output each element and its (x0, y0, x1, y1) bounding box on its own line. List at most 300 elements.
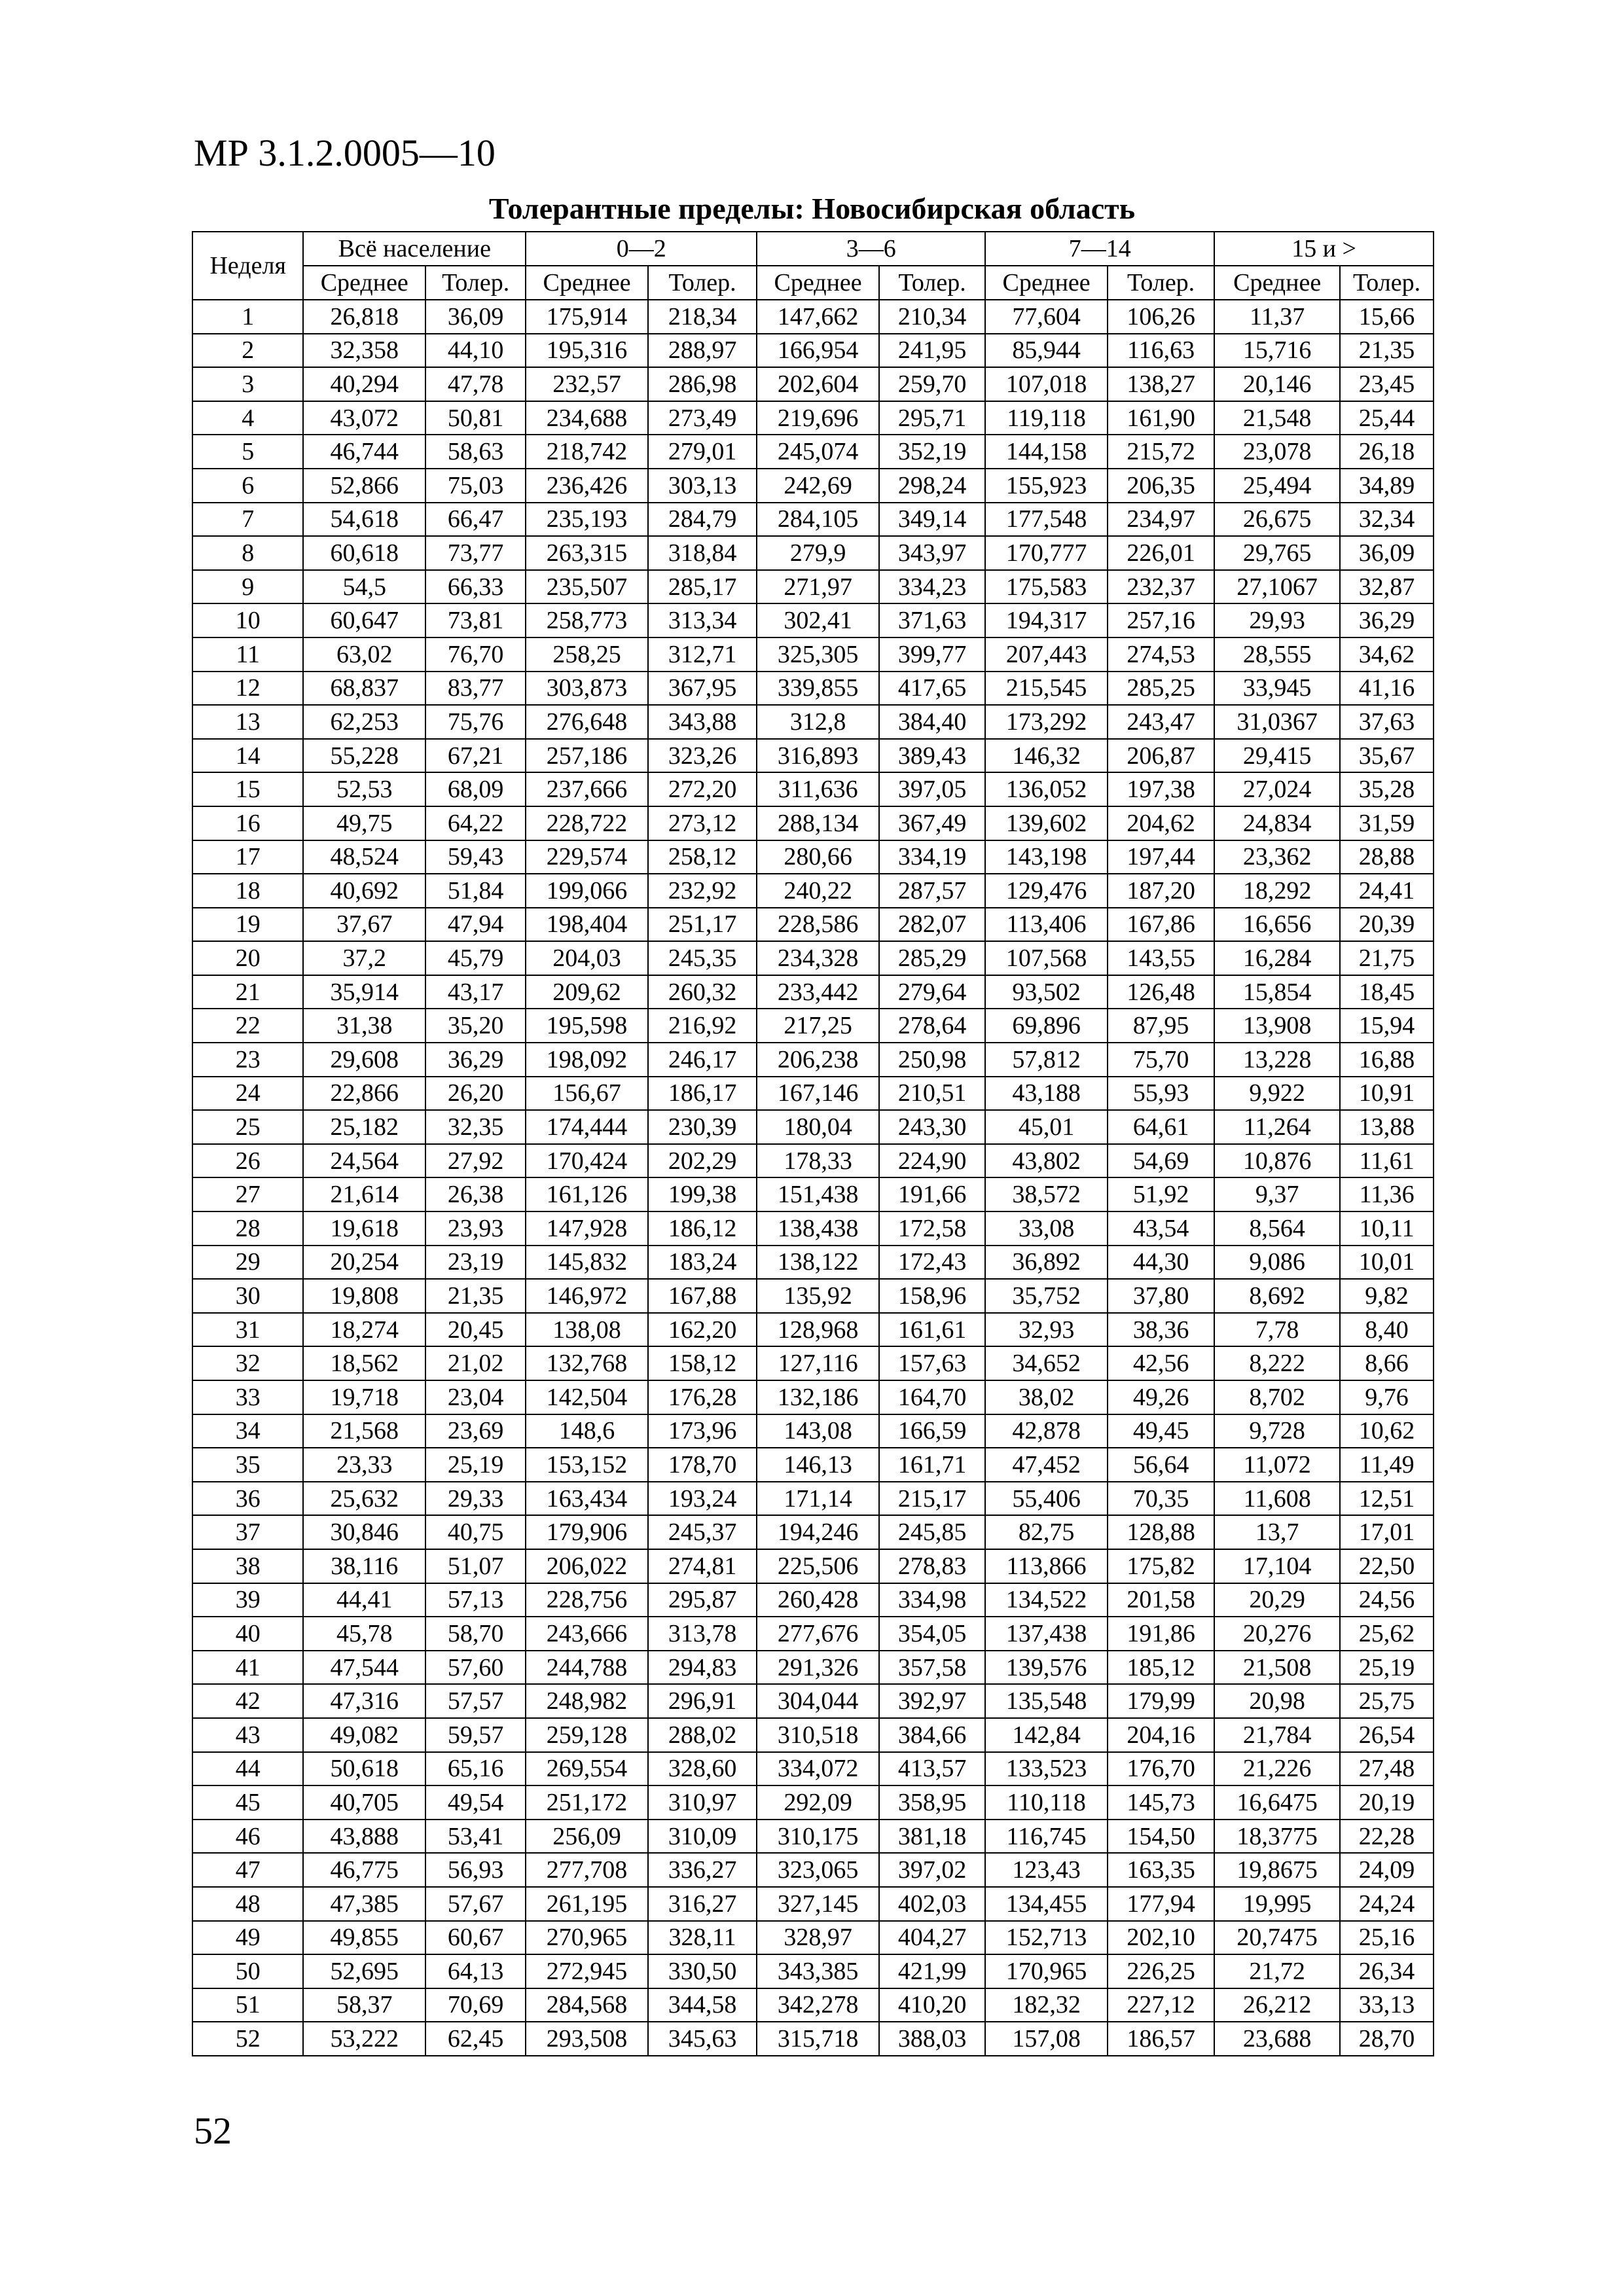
value-cell: 82,75 (985, 1515, 1108, 1549)
value-cell: 302,41 (757, 603, 879, 637)
value-cell: 63,02 (303, 637, 425, 672)
value-cell: 47,385 (303, 1887, 425, 1921)
value-cell: 204,62 (1108, 806, 1214, 840)
value-cell: 52,695 (303, 1954, 425, 1988)
value-cell: 87,95 (1108, 1009, 1214, 1043)
value-cell: 136,052 (985, 772, 1108, 806)
value-cell: 18,562 (303, 1346, 425, 1380)
value-cell: 219,696 (757, 401, 879, 435)
value-cell: 343,97 (879, 536, 985, 570)
table-row (192, 1246, 1434, 1280)
value-cell: 278,64 (879, 1009, 985, 1043)
sub-header: Толер. (1108, 266, 1214, 300)
week-cell: 6 (192, 469, 303, 503)
value-cell: 8,222 (1214, 1346, 1340, 1380)
table-row (192, 1515, 1434, 1549)
value-cell: 177,94 (1108, 1887, 1214, 1921)
value-cell: 19,808 (303, 1279, 425, 1313)
value-cell: 316,893 (757, 739, 879, 773)
value-cell: 13,88 (1340, 1110, 1434, 1144)
value-cell: 45,78 (303, 1617, 425, 1651)
value-cell: 226,25 (1108, 1954, 1214, 1988)
week-cell: 10 (192, 603, 303, 637)
week-cell: 44 (192, 1752, 303, 1786)
value-cell: 77,604 (985, 300, 1108, 334)
week-cell: 49 (192, 1921, 303, 1955)
value-cell: 23,078 (1214, 435, 1340, 469)
value-cell: 209,62 (526, 975, 648, 1009)
value-cell: 161,126 (526, 1177, 648, 1211)
value-cell: 129,476 (985, 874, 1108, 908)
value-cell: 25,632 (303, 1482, 425, 1516)
value-cell: 40,75 (425, 1515, 526, 1549)
value-cell: 199,066 (526, 874, 648, 908)
value-cell: 25,182 (303, 1110, 425, 1144)
table-row (192, 1988, 1434, 2022)
value-cell: 126,48 (1108, 975, 1214, 1009)
value-cell: 38,572 (985, 1177, 1108, 1211)
value-cell: 187,20 (1108, 874, 1214, 908)
week-cell: 11 (192, 637, 303, 672)
value-cell: 64,22 (425, 806, 526, 840)
week-cell: 28 (192, 1211, 303, 1246)
value-cell: 21,75 (1340, 941, 1434, 975)
value-cell: 251,17 (648, 908, 757, 942)
value-cell: 381,18 (879, 1820, 985, 1854)
value-cell: 13,7 (1214, 1515, 1340, 1549)
value-cell: 66,33 (425, 570, 526, 604)
value-cell: 20,45 (425, 1313, 526, 1347)
sub-header: Среднее (757, 266, 879, 300)
value-cell: 16,88 (1340, 1043, 1434, 1077)
value-cell: 201,58 (1108, 1583, 1214, 1617)
value-cell: 11,61 (1340, 1144, 1434, 1178)
group-header-row (192, 232, 1434, 266)
value-cell: 284,568 (526, 1988, 648, 2022)
value-cell: 25,16 (1340, 1921, 1434, 1955)
value-cell: 53,41 (425, 1820, 526, 1854)
value-cell: 197,38 (1108, 772, 1214, 806)
group-header: 15 и > (1214, 232, 1434, 266)
value-cell: 173,292 (985, 705, 1108, 739)
value-cell: 175,583 (985, 570, 1108, 604)
value-cell: 51,92 (1108, 1177, 1214, 1211)
value-cell: 139,576 (985, 1651, 1108, 1685)
document-header: МР 3.1.2.0005—10 (194, 132, 496, 174)
value-cell: 20,19 (1340, 1785, 1434, 1820)
value-cell: 50,81 (425, 401, 526, 435)
value-cell: 161,61 (879, 1313, 985, 1347)
value-cell: 155,923 (985, 469, 1108, 503)
value-cell: 206,238 (757, 1043, 879, 1077)
value-cell: 55,406 (985, 1482, 1108, 1516)
value-cell: 54,618 (303, 503, 425, 537)
value-cell: 19,995 (1214, 1887, 1340, 1921)
value-cell: 399,77 (879, 637, 985, 672)
value-cell: 18,45 (1340, 975, 1434, 1009)
value-cell: 233,442 (757, 975, 879, 1009)
week-cell: 19 (192, 908, 303, 942)
value-cell: 42,878 (985, 1414, 1108, 1448)
value-cell: 243,47 (1108, 705, 1214, 739)
week-cell: 41 (192, 1651, 303, 1685)
value-cell: 261,195 (526, 1887, 648, 1921)
table-row (192, 1279, 1434, 1313)
week-cell: 13 (192, 705, 303, 739)
value-cell: 251,172 (526, 1785, 648, 1820)
value-cell: 260,428 (757, 1583, 879, 1617)
value-cell: 51,07 (425, 1549, 526, 1583)
value-cell: 328,97 (757, 1921, 879, 1955)
value-cell: 37,80 (1108, 1279, 1214, 1313)
value-cell: 44,30 (1108, 1246, 1214, 1280)
week-cell: 31 (192, 1313, 303, 1347)
value-cell: 32,358 (303, 334, 425, 368)
value-cell: 206,35 (1108, 469, 1214, 503)
value-cell: 138,27 (1108, 367, 1214, 401)
week-cell: 29 (192, 1246, 303, 1280)
week-cell: 12 (192, 672, 303, 706)
value-cell: 389,43 (879, 739, 985, 773)
value-cell: 37,63 (1340, 705, 1434, 739)
value-cell: 128,88 (1108, 1515, 1214, 1549)
value-cell: 21,568 (303, 1414, 425, 1448)
value-cell: 22,866 (303, 1077, 425, 1111)
week-cell: 2 (192, 334, 303, 368)
value-cell: 25,19 (1340, 1651, 1434, 1685)
table-body (192, 300, 1434, 2056)
value-cell: 16,656 (1214, 908, 1340, 942)
value-cell: 34,89 (1340, 469, 1434, 503)
value-cell: 42,56 (1108, 1346, 1214, 1380)
value-cell: 343,385 (757, 1954, 879, 1988)
value-cell: 288,02 (648, 1718, 757, 1752)
value-cell: 179,906 (526, 1515, 648, 1549)
value-cell: 85,944 (985, 334, 1108, 368)
value-cell: 24,24 (1340, 1887, 1434, 1921)
value-cell: 9,76 (1340, 1380, 1434, 1414)
week-cell: 42 (192, 1684, 303, 1718)
value-cell: 328,60 (648, 1752, 757, 1786)
table-row (192, 1718, 1434, 1752)
value-cell: 298,24 (879, 469, 985, 503)
value-cell: 210,51 (879, 1077, 985, 1111)
value-cell: 293,508 (526, 2022, 648, 2056)
value-cell: 60,67 (425, 1921, 526, 1955)
value-cell: 73,77 (425, 536, 526, 570)
value-cell: 25,75 (1340, 1684, 1434, 1718)
value-cell: 132,186 (757, 1380, 879, 1414)
value-cell: 151,438 (757, 1177, 879, 1211)
value-cell: 47,316 (303, 1684, 425, 1718)
value-cell: 413,57 (879, 1752, 985, 1786)
value-cell: 110,118 (985, 1785, 1108, 1820)
value-cell: 344,58 (648, 1988, 757, 2022)
value-cell: 206,87 (1108, 739, 1214, 773)
value-cell: 330,50 (648, 1954, 757, 1988)
week-cell: 38 (192, 1549, 303, 1583)
value-cell: 273,12 (648, 806, 757, 840)
value-cell: 17,104 (1214, 1549, 1340, 1583)
value-cell: 36,09 (1340, 536, 1434, 570)
value-cell: 28,555 (1214, 637, 1340, 672)
value-cell: 32,35 (425, 1110, 526, 1144)
value-cell: 270,965 (526, 1921, 648, 1955)
value-cell: 10,876 (1214, 1144, 1340, 1178)
value-cell: 178,33 (757, 1144, 879, 1178)
value-cell: 226,01 (1108, 536, 1214, 570)
value-cell: 285,17 (648, 570, 757, 604)
table-row (192, 806, 1434, 840)
value-cell: 313,34 (648, 603, 757, 637)
group-header: 7—14 (985, 232, 1214, 266)
value-cell: 52,866 (303, 469, 425, 503)
value-cell: 288,97 (648, 334, 757, 368)
value-cell: 21,614 (303, 1177, 425, 1211)
value-cell: 36,29 (1340, 603, 1434, 637)
value-cell: 50,618 (303, 1752, 425, 1786)
table-row (192, 1313, 1434, 1347)
value-cell: 139,602 (985, 806, 1108, 840)
week-cell: 18 (192, 874, 303, 908)
value-cell: 170,424 (526, 1144, 648, 1178)
value-cell: 20,98 (1214, 1684, 1340, 1718)
value-cell: 11,608 (1214, 1482, 1340, 1516)
value-cell: 178,70 (648, 1448, 757, 1482)
value-cell: 278,83 (879, 1549, 985, 1583)
value-cell: 274,53 (1108, 637, 1214, 672)
value-cell: 175,914 (526, 300, 648, 334)
week-cell: 8 (192, 536, 303, 570)
value-cell: 245,074 (757, 435, 879, 469)
value-cell: 60,647 (303, 603, 425, 637)
table-title: Толерантные пределы: Новосибирская область (488, 192, 1136, 225)
value-cell: 277,676 (757, 1617, 879, 1651)
value-cell: 186,12 (648, 1211, 757, 1246)
value-cell: 27,92 (425, 1144, 526, 1178)
value-cell: 24,564 (303, 1144, 425, 1178)
value-cell: 404,27 (879, 1921, 985, 1955)
table-row (192, 1448, 1434, 1482)
value-cell: 138,438 (757, 1211, 879, 1246)
value-cell: 57,60 (425, 1651, 526, 1685)
value-cell: 58,70 (425, 1617, 526, 1651)
value-cell: 243,666 (526, 1617, 648, 1651)
table-row (192, 469, 1434, 503)
value-cell: 26,34 (1340, 1954, 1434, 1988)
value-cell: 75,03 (425, 469, 526, 503)
value-cell: 57,13 (425, 1583, 526, 1617)
value-cell: 167,146 (757, 1077, 879, 1111)
value-cell: 207,443 (985, 637, 1108, 672)
value-cell: 33,08 (985, 1211, 1108, 1246)
value-cell: 47,78 (425, 367, 526, 401)
value-cell: 397,02 (879, 1853, 985, 1887)
value-cell: 40,692 (303, 874, 425, 908)
value-cell: 35,28 (1340, 772, 1434, 806)
value-cell: 44,10 (425, 334, 526, 368)
value-cell: 31,38 (303, 1009, 425, 1043)
value-cell: 316,27 (648, 1887, 757, 1921)
value-cell: 148,6 (526, 1414, 648, 1448)
value-cell: 13,908 (1214, 1009, 1340, 1043)
value-cell: 29,765 (1214, 536, 1340, 570)
value-cell: 234,328 (757, 941, 879, 975)
value-cell: 29,93 (1214, 603, 1340, 637)
week-cell: 5 (192, 435, 303, 469)
week-header: Неделя (192, 232, 303, 300)
value-cell: 18,292 (1214, 874, 1340, 908)
value-cell: 288,134 (757, 806, 879, 840)
table-row (192, 367, 1434, 401)
value-cell: 334,072 (757, 1752, 879, 1786)
value-cell: 195,316 (526, 334, 648, 368)
page-number: 52 (194, 2109, 232, 2152)
value-cell: 315,718 (757, 2022, 879, 2056)
sub-header: Среднее (303, 266, 425, 300)
table-row (192, 536, 1434, 570)
value-cell: 257,16 (1108, 603, 1214, 637)
value-cell: 163,434 (526, 1482, 648, 1516)
value-cell: 26,38 (425, 1177, 526, 1211)
table-row (192, 1380, 1434, 1414)
table-row (192, 874, 1434, 908)
value-cell: 173,96 (648, 1414, 757, 1448)
table-row (192, 1921, 1434, 1955)
value-cell: 167,86 (1108, 908, 1214, 942)
value-cell: 180,04 (757, 1110, 879, 1144)
value-cell: 21,35 (1340, 334, 1434, 368)
value-cell: 23,362 (1214, 840, 1340, 874)
week-cell: 3 (192, 367, 303, 401)
value-cell: 38,116 (303, 1549, 425, 1583)
week-cell: 40 (192, 1617, 303, 1651)
value-cell: 127,116 (757, 1346, 879, 1380)
value-cell: 75,70 (1108, 1043, 1214, 1077)
value-cell: 191,86 (1108, 1617, 1214, 1651)
table-row (192, 941, 1434, 975)
table-row (192, 1785, 1434, 1820)
table-row (192, 1752, 1434, 1786)
value-cell: 113,866 (985, 1549, 1108, 1583)
value-cell: 292,09 (757, 1785, 879, 1820)
value-cell: 7,78 (1214, 1313, 1340, 1347)
value-cell: 41,16 (1340, 672, 1434, 706)
table-row (192, 1346, 1434, 1380)
value-cell: 46,744 (303, 435, 425, 469)
value-cell: 191,66 (879, 1177, 985, 1211)
value-cell: 310,175 (757, 1820, 879, 1854)
value-cell: 276,648 (526, 705, 648, 739)
value-cell: 210,34 (879, 300, 985, 334)
value-cell: 64,61 (1108, 1110, 1214, 1144)
value-cell: 194,246 (757, 1515, 879, 1549)
week-cell: 30 (192, 1279, 303, 1313)
table-row (192, 637, 1434, 672)
value-cell: 18,274 (303, 1313, 425, 1347)
value-cell: 64,13 (425, 1954, 526, 1988)
value-cell: 24,56 (1340, 1583, 1434, 1617)
value-cell: 176,70 (1108, 1752, 1214, 1786)
value-cell: 145,832 (526, 1246, 648, 1280)
value-cell: 204,16 (1108, 1718, 1214, 1752)
value-cell: 229,574 (526, 840, 648, 874)
value-cell: 232,37 (1108, 570, 1214, 604)
value-cell: 134,455 (985, 1887, 1108, 1921)
table-row (192, 705, 1434, 739)
table-row (192, 1617, 1434, 1651)
value-cell: 37,2 (303, 941, 425, 975)
value-cell: 202,29 (648, 1144, 757, 1178)
value-cell: 303,13 (648, 469, 757, 503)
value-cell: 48,524 (303, 840, 425, 874)
sub-header: Толер. (1340, 266, 1434, 300)
week-cell: 33 (192, 1380, 303, 1414)
table-row (192, 401, 1434, 435)
value-cell: 32,87 (1340, 570, 1434, 604)
value-cell: 8,692 (1214, 1279, 1340, 1313)
value-cell: 24,834 (1214, 806, 1340, 840)
value-cell: 182,32 (985, 1988, 1108, 2022)
value-cell: 195,598 (526, 1009, 648, 1043)
value-cell: 310,09 (648, 1820, 757, 1854)
value-cell: 46,775 (303, 1853, 425, 1887)
value-cell: 232,57 (526, 367, 648, 401)
value-cell: 38,02 (985, 1380, 1108, 1414)
value-cell: 116,63 (1108, 334, 1214, 368)
value-cell: 137,438 (985, 1617, 1108, 1651)
value-cell: 152,713 (985, 1921, 1108, 1955)
week-cell: 7 (192, 503, 303, 537)
value-cell: 402,03 (879, 1887, 985, 1921)
value-cell: 225,506 (757, 1549, 879, 1583)
value-cell: 9,82 (1340, 1279, 1434, 1313)
table-row (192, 1110, 1434, 1144)
value-cell: 227,12 (1108, 1988, 1214, 2022)
value-cell: 234,97 (1108, 503, 1214, 537)
value-cell: 235,193 (526, 503, 648, 537)
value-cell: 358,95 (879, 1785, 985, 1820)
value-cell: 123,43 (985, 1853, 1108, 1887)
value-cell: 44,41 (303, 1583, 425, 1617)
value-cell: 392,97 (879, 1684, 985, 1718)
value-cell: 153,152 (526, 1448, 648, 1482)
table-row (192, 1009, 1434, 1043)
value-cell: 11,36 (1340, 1177, 1434, 1211)
value-cell: 43,802 (985, 1144, 1108, 1178)
value-cell: 57,812 (985, 1043, 1108, 1077)
value-cell: 135,92 (757, 1279, 879, 1313)
value-cell: 19,8675 (1214, 1853, 1340, 1887)
value-cell: 35,752 (985, 1279, 1108, 1313)
value-cell: 343,88 (648, 705, 757, 739)
value-cell: 43,17 (425, 975, 526, 1009)
week-cell: 15 (192, 772, 303, 806)
value-cell: 62,253 (303, 705, 425, 739)
value-cell: 75,76 (425, 705, 526, 739)
table-row (192, 1482, 1434, 1516)
value-cell: 176,28 (648, 1380, 757, 1414)
value-cell: 55,228 (303, 739, 425, 773)
value-cell: 8,40 (1340, 1313, 1434, 1347)
value-cell: 296,91 (648, 1684, 757, 1718)
value-cell: 230,39 (648, 1110, 757, 1144)
value-cell: 175,82 (1108, 1549, 1214, 1583)
value-cell: 336,27 (648, 1853, 757, 1887)
week-cell: 51 (192, 1988, 303, 2022)
value-cell: 25,62 (1340, 1617, 1434, 1651)
week-cell: 32 (192, 1346, 303, 1380)
